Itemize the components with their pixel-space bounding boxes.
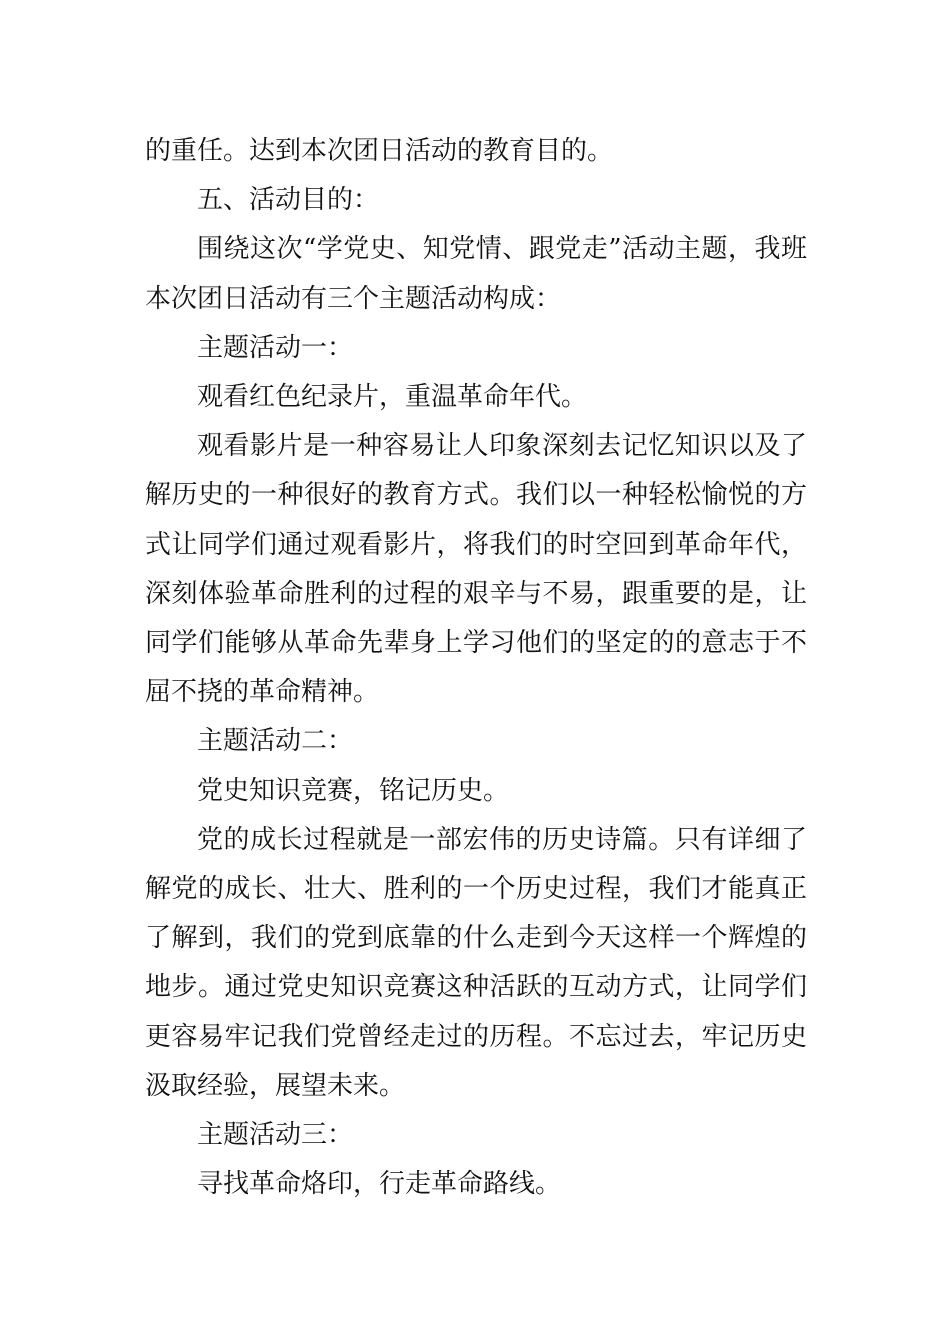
paragraph-activity-two-body: 党的成长过程就是一部宏伟的历史诗篇。只有详细了解党的成长、壮大、胜利的一个历史过程，我们才能真正了解到，我们的党到底靠的什么走到今天这样一个辉煌的地步。通过党史知识竞赛这种活跃的互动方式，让同学们更容易牢记我们党曾经走过的历程。不忘过去，牢记历史汲取经验，展望未来。 — [145, 824, 807, 1101]
paragraph-activity-one-body: 观看影片是一种容易让人印象深刻去记忆知识以及了解历史的一种很好的教育方式。我们以一种轻松愉悦的方式让同学们通过观看影片，将我们的时空回到革命年代，深刻体验革命胜利的过程的艰辛与不易，跟重要的是，让同学们能够从革命先辈身上学习他们的坚定的的意志于不屈不挠的革命精神。 — [145, 431, 807, 708]
paragraph-theme-intro: 围绕这次“学党史、知党情、跟党走”活动主题，我班本次团日活动有三个主题活动构成： — [145, 234, 807, 314]
subheading-theme-activity-three: 主题活动三： — [197, 1120, 354, 1151]
section-heading-activity-purpose: 五、活动目的： — [197, 185, 380, 216]
paragraph-activity-three-title: 寻找革命烙印，行走革命路线。 — [197, 1169, 562, 1200]
subheading-theme-activity-one: 主题活动一： — [197, 332, 354, 363]
paragraph-activity-two-title: 党史知识竞赛，铭记历史。 — [197, 775, 510, 806]
document-body — [145, 127, 807, 1209]
paragraph-activity-one-title: 观看红色纪录片，重温革命年代。 — [197, 382, 588, 413]
subheading-theme-activity-two: 主题活动二： — [197, 726, 354, 757]
paragraph-continuation: 的重任。达到本次团日活动的教育目的。 — [145, 136, 614, 166]
